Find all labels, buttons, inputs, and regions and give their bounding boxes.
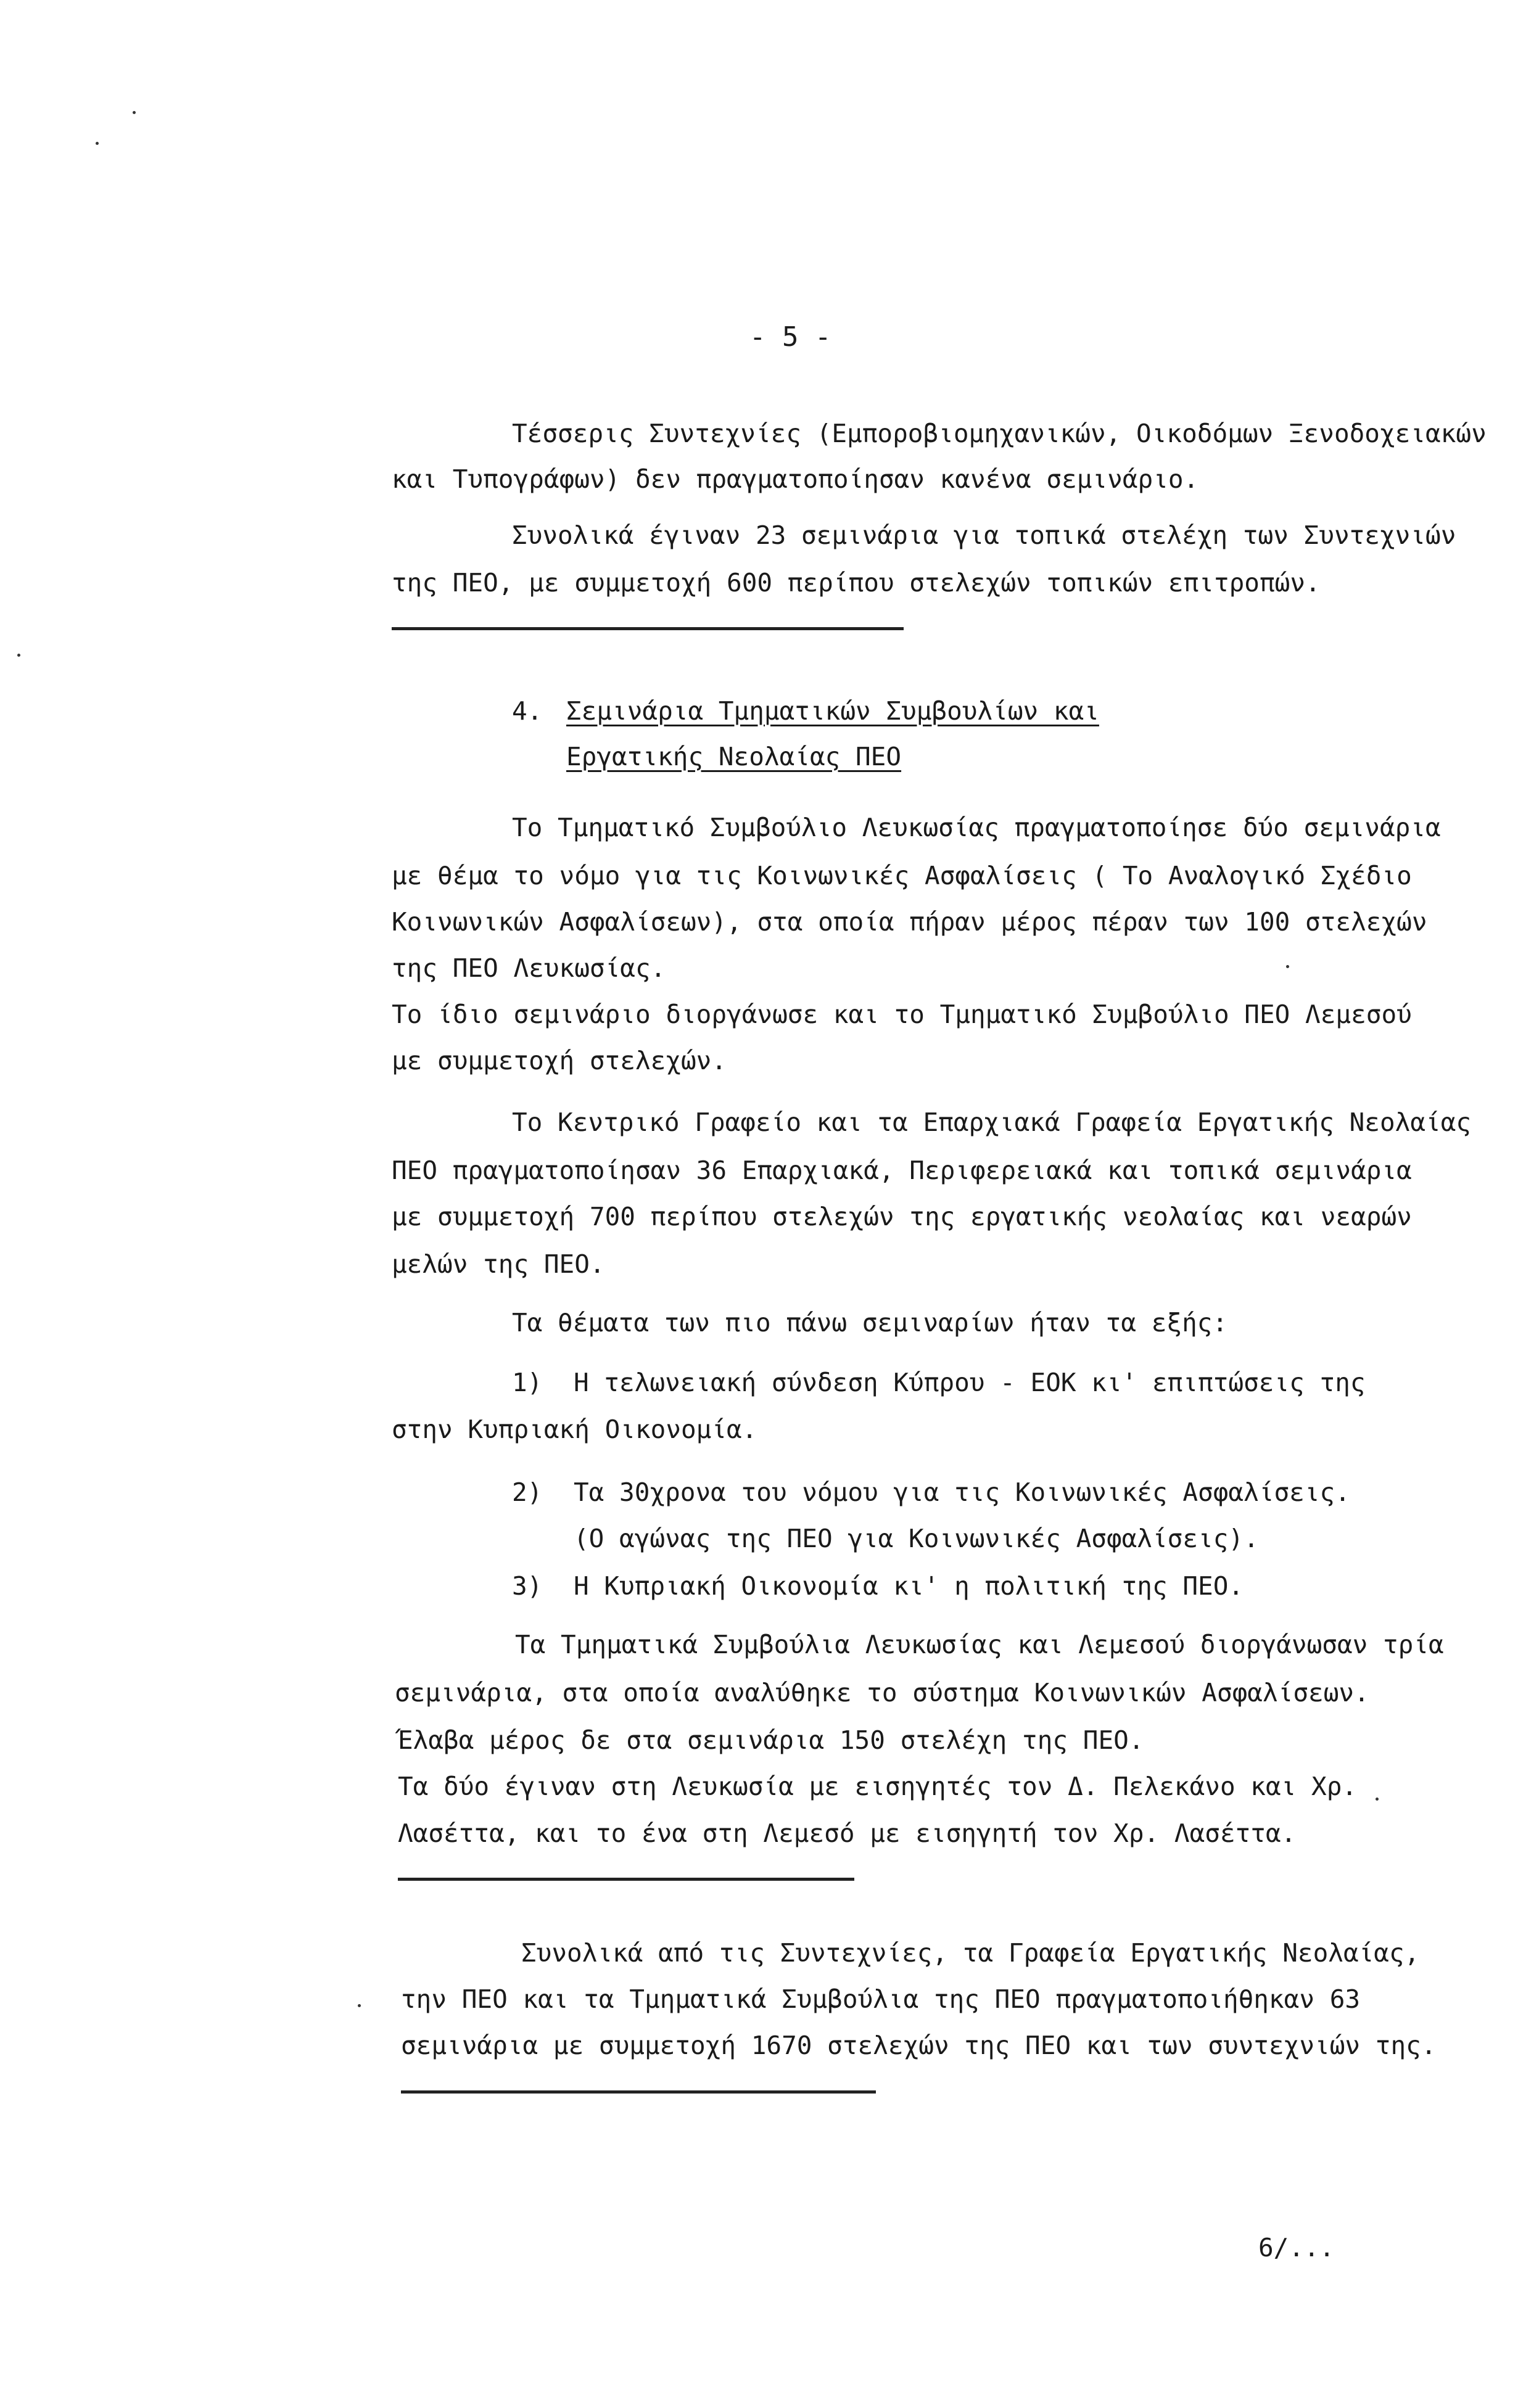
- paragraph-line: Λασέττα, και το ένα στη Λεμεσό με εισηγητή τον Χρ. Λασέττα.: [398, 1818, 1297, 1848]
- scan-speck: [1376, 1798, 1379, 1801]
- scan-speck: [1286, 965, 1289, 968]
- paragraph-line: Τα δύο έγιναν στη Λευκωσία με εισηγητές τον Δ. Πελεκάνο και Χρ.: [398, 1772, 1358, 1801]
- scan-speck: [17, 654, 20, 657]
- scan-speck: [358, 2004, 361, 2007]
- paragraph-line: Το ίδιο σεμινάριο διοργάνωσε και το Τμηματικό Συμβούλιο ΠΕΟ Λεμεσού: [392, 1000, 1412, 1029]
- separator-line: [392, 627, 904, 630]
- paragraph-line: σεμινάρια με συμμετοχή 1670 στελεχών της ΠΕΟ και των συντεχνιών της.: [401, 2031, 1437, 2060]
- separator-line: [398, 1878, 854, 1881]
- scan-speck: [96, 142, 99, 145]
- paragraph-line: με συμμετοχή στελεχών.: [392, 1046, 727, 1075]
- section-title: Εργατικής Νεολαίας ΠΕΟ: [566, 742, 902, 771]
- paragraph-line: Συνολικά έγιναν 23 σεμινάρια για τοπικά στελέχη των Συντεχνιών: [512, 520, 1456, 550]
- paragraph-line: με συμμετοχή 700 περίπου στελεχών της εργατικής νεολαίας και νεαρών: [392, 1202, 1412, 1231]
- paragraph-line: Το Τμηματικό Συμβούλιο Λευκωσίας πραγματοποίησε δύο σεμινάρια: [512, 813, 1441, 842]
- paragraph-line: της ΠΕΟ, με συμμετοχή 600 περίπου στελεχών τοπικών επιτροπών.: [392, 568, 1321, 598]
- paragraph-line: την ΠΕΟ και τα Τμηματικά Συμβούλια της ΠΕΟ πραγματοποιήθηκαν 63: [401, 1984, 1361, 2014]
- paragraph-line: Τα Τμηματικά Συμβούλια Λευκωσίας και Λεμεσού διοργάνωσαν τρία: [515, 1630, 1444, 1659]
- page-number: - 5 -: [749, 321, 831, 353]
- topic-line: Τα 30χρονα του νόμου για τις Κοινωνικές Ασφαλίσεις.: [574, 1477, 1350, 1507]
- topic-line: Η Κυπριακή Οικονομία κι' η πολιτική της ΠΕΟ.: [574, 1571, 1244, 1601]
- topic-number: 3): [512, 1571, 543, 1601]
- paragraph-line: Έλαβα μέρος δε στα σεμινάρια 150 στελέχη της ΠΕΟ.: [398, 1725, 1144, 1755]
- paragraph-line: Συνολικά από τις Συντεχνίες, τα Γραφεία Εργατικής Νεολαίας,: [521, 1938, 1420, 1968]
- paragraph-line: ΠΕΟ πραγματοποίησαν 36 Επαρχιακά, Περιφερειακά και τοπικά σεμινάρια: [392, 1156, 1412, 1185]
- separator-line: [401, 2090, 876, 2094]
- scan-speck: [133, 111, 136, 114]
- paragraph-line: Κοινωνικών Ασφαλίσεων), στα οποία πήραν μέρος πέραν των 100 στελεχών: [392, 907, 1427, 937]
- section-title: Σεμινάρια Τμηματικών Συμβουλίων και: [566, 696, 1099, 726]
- topic-line: στην Κυπριακή Οικονομία.: [392, 1415, 757, 1444]
- paragraph-line: και Τυπογράφων) δεν πραγματοποίησαν κανένα σεμινάριο.: [392, 464, 1199, 494]
- topic-line: Η τελωνειακή σύνδεση Κύπρου - ΕΟΚ κι' επιπτώσεις της: [574, 1368, 1366, 1397]
- paragraph-line: της ΠΕΟ Λευκωσίας.: [392, 953, 666, 983]
- topic-number: 2): [512, 1477, 543, 1507]
- section-number: 4.: [512, 696, 543, 726]
- paragraph-line: με θέμα το νόμο για τις Κοινωνικές Ασφαλίσεις ( Το Αναλογικό Σχέδιο: [392, 861, 1412, 890]
- continuation-marker: 6/...: [1258, 2233, 1335, 2262]
- topic-number: 1): [512, 1368, 543, 1397]
- topic-line: (Ο αγώνας της ΠΕΟ για Κοινωνικές Ασφαλίσεις).: [574, 1524, 1259, 1553]
- paragraph-line: σεμινάρια, στα οποία αναλύθηκε το σύστημα Κοινωνικών Ασφαλίσεων.: [395, 1678, 1369, 1707]
- paragraph-line: Τα θέματα των πιο πάνω σεμιναρίων ήταν τα εξής:: [512, 1308, 1228, 1338]
- paragraph-line: μελών της ΠΕΟ.: [392, 1249, 605, 1279]
- paragraph-line: Το Κεντρικό Γραφείο και τα Επαρχιακά Γραφεία Εργατικής Νεολαίας: [512, 1107, 1472, 1137]
- paragraph-line: Τέσσερις Συντεχνίες (Εμποροβιομηχανικών, Οικοδόμων Ξενοδοχειακών: [512, 419, 1487, 448]
